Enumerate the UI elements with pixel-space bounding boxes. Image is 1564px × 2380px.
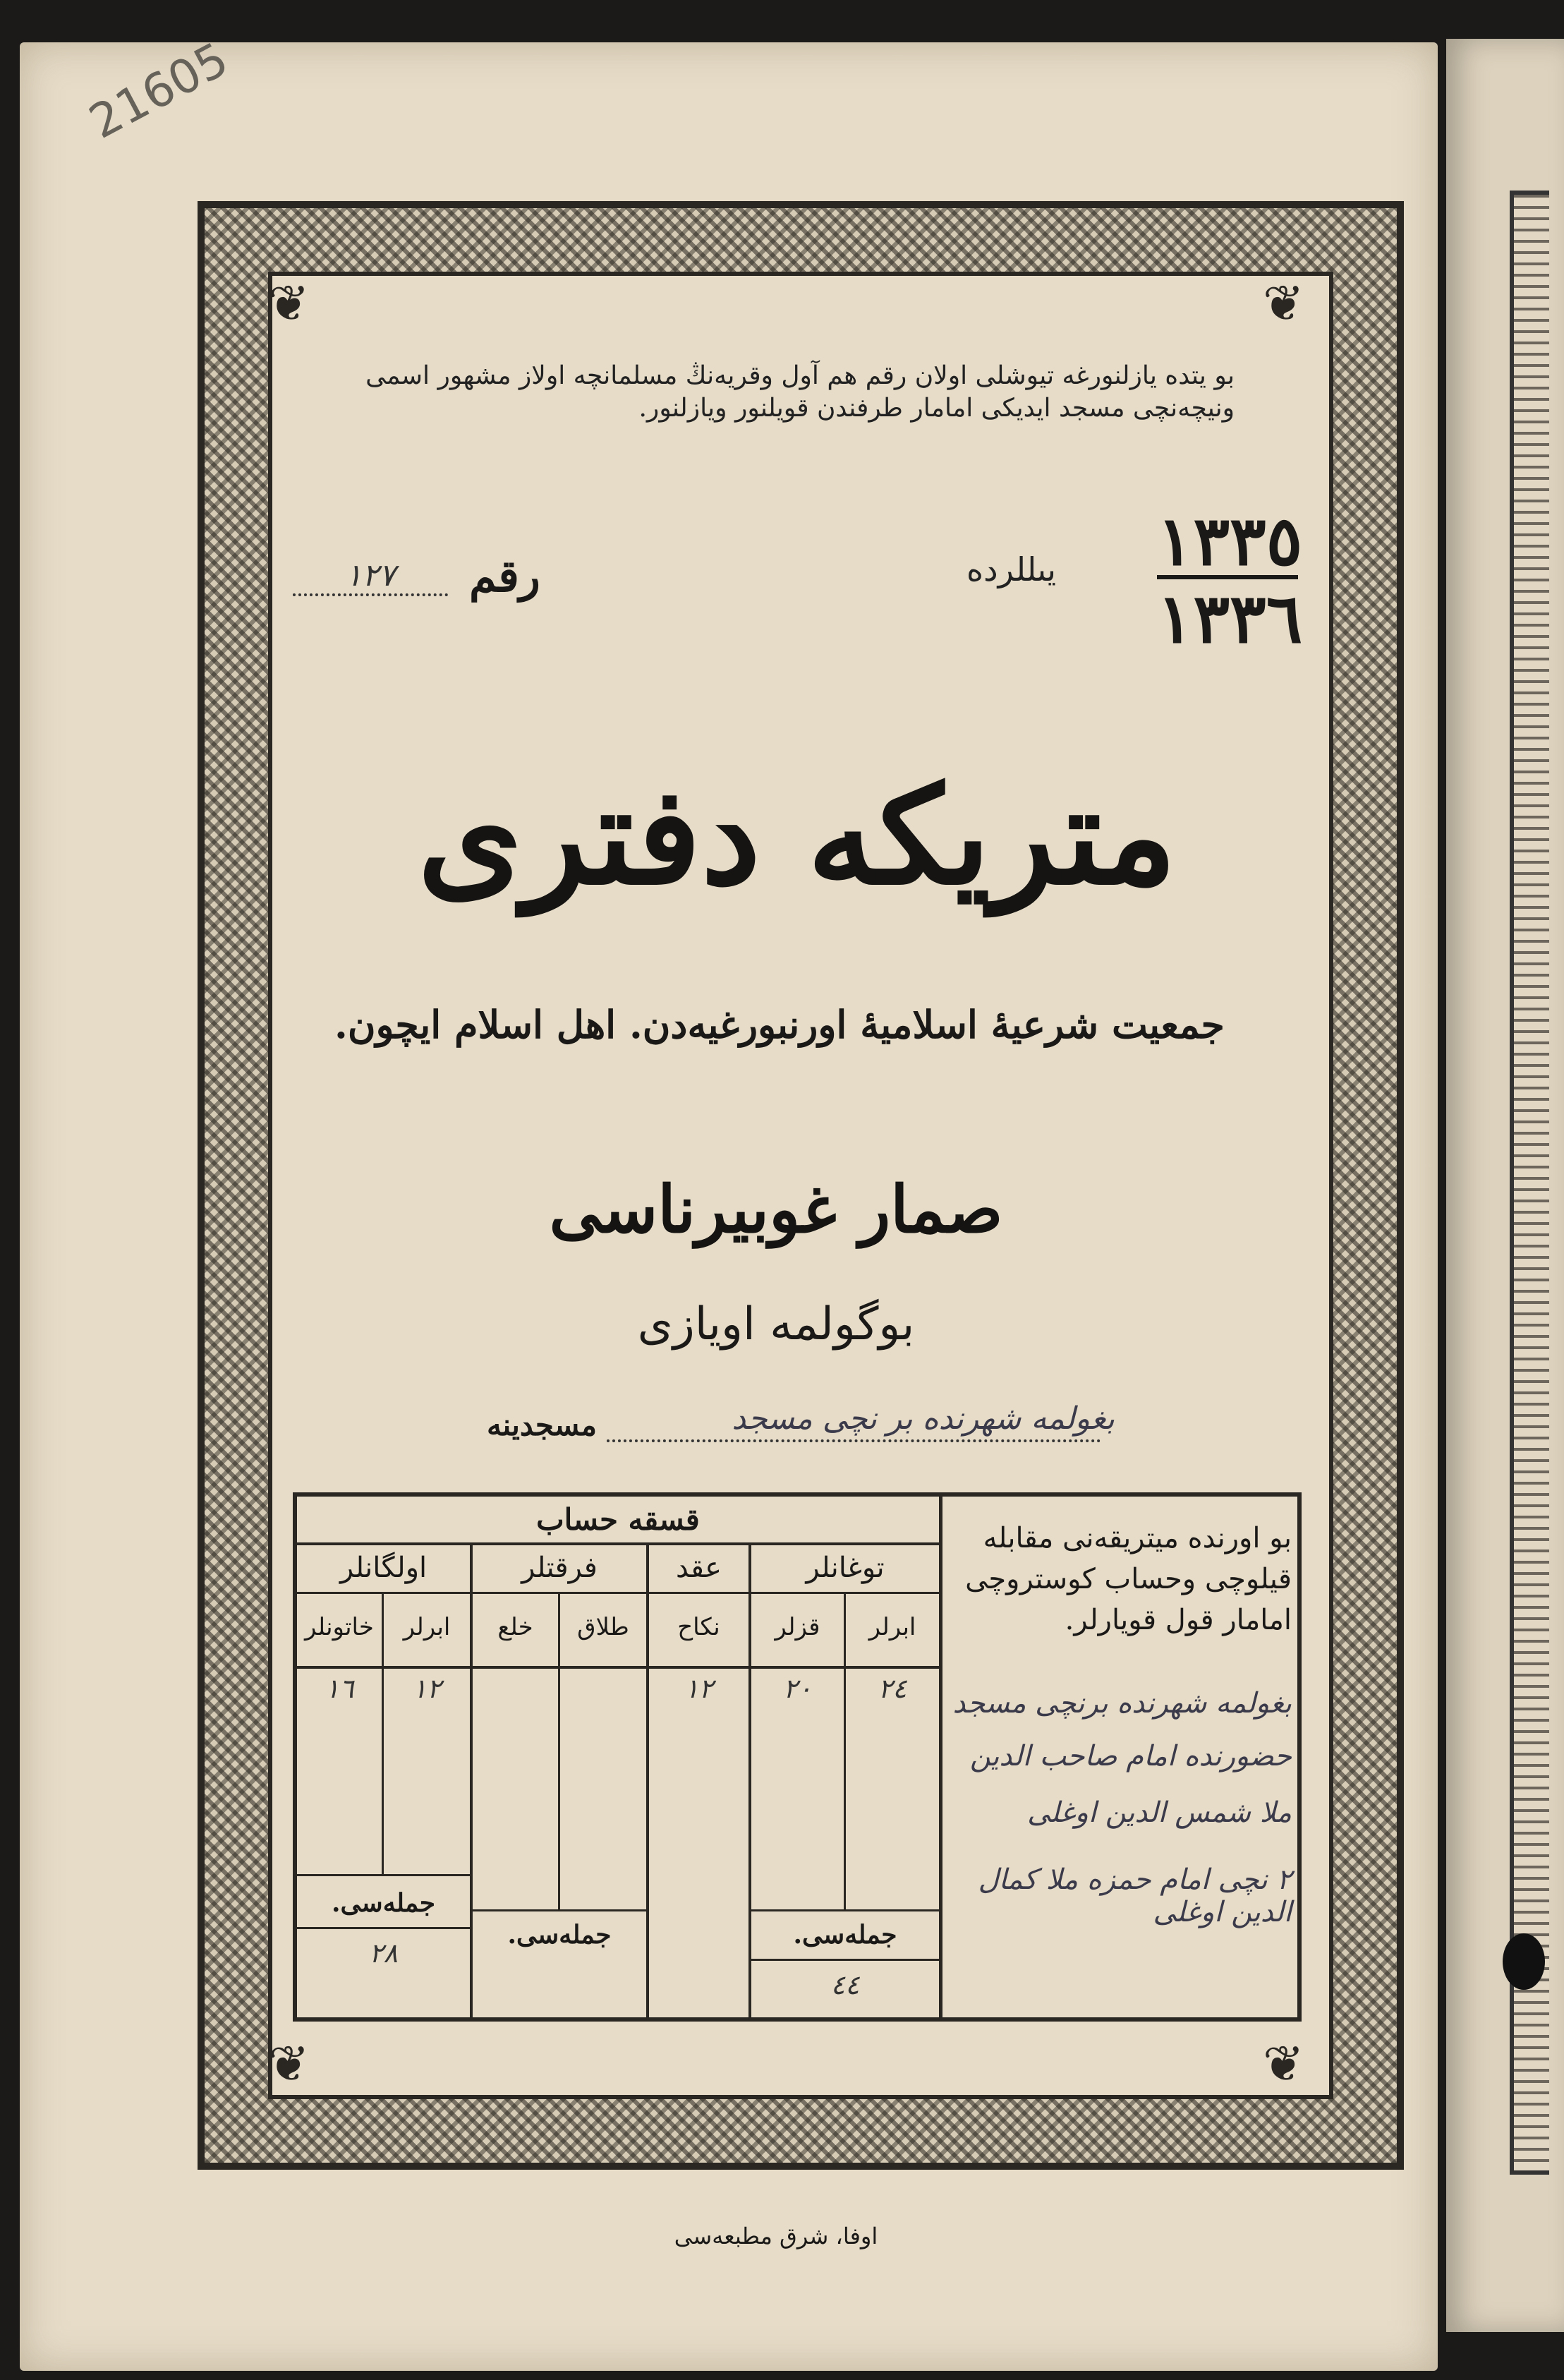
ledger-title: قسقه حساب — [536, 1502, 700, 1537]
value-women-deaths: ١٦ — [325, 1673, 354, 1704]
province-name: صمار غوبيرناسى — [549, 1171, 1003, 1248]
value-boys: ٢٤ — [878, 1673, 907, 1704]
year-bottom: ١٣٣٦ — [1157, 579, 1303, 658]
notice-text: بو يتده يازلنورغه تيوشلى اولان رقم هم آول وقريەنڭ مسلمانچه اولاز مشهور اسمى ونيچەنچى مسجد ايديكى امامار طرفندن قويلنور ويازلنور. — [365, 361, 1235, 423]
col-boys: ابرلر — [868, 1613, 916, 1641]
sum-deaths: ٢٨ — [369, 1938, 398, 1969]
group-deaths: اولگانلر — [339, 1552, 428, 1584]
page-title: متريكه دفترى — [417, 757, 1177, 914]
mosque-value: بغولمه شهرنده بر نچى مسجد — [732, 1401, 1115, 1437]
col-talaq: طلاق — [577, 1613, 629, 1641]
mosque-line — [607, 1439, 1101, 1442]
signature-line: ملا شمس الدين اوغلى — [1027, 1796, 1292, 1829]
value-men-deaths: ١٢ — [412, 1673, 442, 1704]
number-value: ١٢٧ — [293, 557, 448, 596]
sum-births: ٤٤ — [830, 1969, 860, 2000]
ledger-rule — [297, 1666, 939, 1669]
subtitle: جمعيت شرعيهٔ اسلاميهٔ اورنبورغيەدن. اهل اسلام ايچون. — [334, 1002, 1225, 1047]
value-nikah: ١٢ — [684, 1673, 713, 1704]
ledger-rule — [297, 1927, 470, 1929]
col-men: ابرلر — [403, 1613, 451, 1641]
corner-ornament-icon: ❦ — [1263, 2035, 1304, 2093]
year-top: ١٣٣٥ — [1157, 501, 1303, 581]
ledger-rule — [297, 1874, 470, 1876]
corner-ornament-icon: ❦ — [268, 2035, 310, 2093]
year-label: يىللرده — [966, 550, 1057, 588]
corner-ornament-icon: ❦ — [268, 274, 310, 332]
group-divorces: فرقتلر — [521, 1552, 598, 1584]
ledger-divider — [939, 1497, 942, 2017]
district-name: بوگولمه اويازى — [637, 1298, 915, 1351]
sum-label-divorces: جملەسى. — [507, 1920, 612, 1950]
sum-label-births: جملەسى. — [793, 1920, 897, 1950]
sum-label-deaths: جملەسى. — [332, 1888, 435, 1918]
col-girls: قزلر — [775, 1613, 820, 1641]
signature-line: حضورنده امام صاحب الدين — [969, 1740, 1292, 1772]
printer-imprint: اوفا، شرق مطبعەسى — [674, 2223, 878, 2249]
ledger-rule — [751, 1959, 939, 1961]
ledger-rule — [297, 1542, 939, 1545]
punch-hole — [1503, 1933, 1545, 1990]
ledger-rule — [297, 1592, 939, 1594]
col-khul: خلع — [497, 1613, 533, 1641]
col-women: خاتونلر — [305, 1613, 374, 1641]
ledger-rule — [751, 1909, 939, 1911]
value-girls: ٢٠ — [783, 1673, 812, 1704]
number-label: رقم — [469, 550, 540, 602]
signature-line: ٢ نچى امام حمزه ملا كمال الدين اوغلى — [978, 1863, 1292, 1928]
corner-ornament-icon: ❦ — [1263, 274, 1304, 332]
group-marriages: عقد — [675, 1552, 722, 1584]
col-nikah: نكاح — [677, 1613, 720, 1641]
ledger-rule — [473, 1909, 646, 1911]
signature-line: بغولمه شهرنده برنچى مسجد — [952, 1687, 1292, 1720]
archive-number: 21605 — [80, 32, 237, 150]
summary-ledger — [293, 1492, 1302, 2022]
ledger-note: بو اورنده ميتريقەنى مقابله قيلوچى وحساب كوستروچى امامار قول قويارلر. — [965, 1522, 1292, 1636]
group-births: توغانلر — [806, 1552, 885, 1584]
adjacent-page-border — [1510, 191, 1549, 2175]
mosque-label: مسجدينه — [487, 1408, 598, 1442]
